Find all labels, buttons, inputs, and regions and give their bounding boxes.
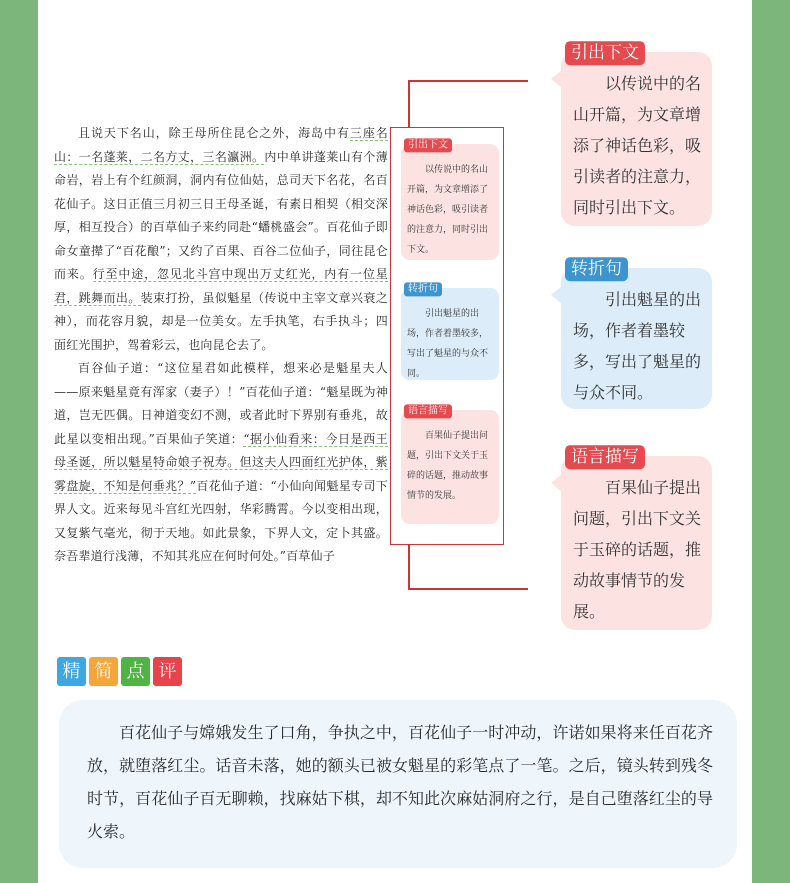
passage-text: 百谷仙子道：“这位星君如此模样，想来必是魁星夫人——原来魁星竟有浑家（妻子）！”百花仙子道：“魁星既为神道，岂无匹偶。日神道变幻不测，或者此时下界别有垂兆，故此星以变相出现。”百果仙子笑道：	[54, 361, 388, 446]
callout-tag: 语言描写	[565, 445, 645, 469]
mini-annotation-1	[401, 139, 499, 260]
mini-annotation-tag: 语言描写	[404, 404, 452, 418]
mini-annotation-3	[401, 405, 499, 524]
title-char: 精	[57, 657, 86, 686]
passage-paragraph-1	[54, 122, 388, 357]
underlined-sentence: 行至中途，忽见北斗宫中现出万丈红光，内有一位星君，跳舞而出。	[54, 267, 388, 305]
title-char: 简	[89, 657, 118, 686]
connector-line	[408, 80, 410, 128]
mini-annotation-text: 以传说中的名山开篇，为文章增添了神话色彩，吸引读者的注意力，同时引出下文。	[407, 165, 489, 255]
underlined-sentence: 三座名山：一名蓬莱，二名方丈，三名瀛洲。	[54, 126, 389, 164]
callout-pointer	[551, 70, 562, 88]
callout-tag: 转折句	[565, 257, 628, 281]
passage-text: 百花仙子道：“小仙向闻魁星专司下界人文。近来每见斗宫红光四射，华彩腾霄。今以变相出现，又复紫气毫光，彻于天地。如此景象，下界人文，定卜其盛。奈吾辈道行浅薄，不知其兆应在何时何处。”百草仙子	[54, 478, 388, 563]
callout-2	[561, 259, 712, 409]
mini-annotation-tag: 转折句	[404, 282, 442, 296]
underlined-sentence: “据小仙看来：今日是西王母圣诞，所以魁星特命娘子祝寿。但这夫人四面红光护体，紫雾盘旋，不知是何垂兆？”	[54, 431, 388, 493]
callout-pointer	[551, 474, 562, 492]
mini-annotation-tag: 引出下文	[404, 138, 452, 152]
title-char: 点	[121, 657, 150, 686]
passage-text: 内中单讲蓬莱山有个薄命岩，岩上有个红颜洞，洞内有位仙姑，总司天下名花，名百花仙子。这日正值三月初三日王母圣诞，有素日相契（相交深厚，相互投合）的百草仙子来约同赴“蟠桃盛会”。百花仙子即命女童撵了“百花酿”；又约了百果、百谷二位仙子，同往昆仑而来。	[54, 149, 388, 281]
callout-pointer	[551, 286, 562, 304]
comment-text: 百花仙子与嫦娥发生了口角，争执之中，百花仙子一时冲动，许诺如果将来任百花齐放，就堕落红尘。话音未落，她的额头已被女魁星的彩笔点了一笔。之后，镜头转到残冬时节，百花仙子百无聊赖，找麻姑下棋，却不知此次麻姑洞府之行，是自己堕落红尘的导火索。	[87, 723, 713, 841]
section-title	[57, 657, 182, 686]
mini-annotation-text: 百果仙子提出问题，引出下文关于玉碎的话题，推动故事情节的发展。	[407, 431, 489, 501]
comment-box	[59, 700, 737, 868]
passage-text: 且说天下名山，除王母所住昆仑之外，海岛中有	[78, 126, 350, 140]
main-passage	[54, 122, 388, 569]
callout-tag: 引出下文	[565, 41, 645, 65]
mini-annotation-text: 引出魁星的出场，作者着墨较多，写出了魁星的与众不同。	[407, 309, 489, 379]
callout-1	[561, 43, 712, 226]
callout-3	[561, 447, 712, 630]
title-char: 评	[153, 657, 182, 686]
callout-text: 以传说中的名山开篇，为文章增添了神话色彩，吸引读者的注意力，同时引出下文。	[573, 74, 702, 217]
mini-annotation-2	[401, 283, 499, 380]
passage-text: 装束打扮，虽似魁星（传说中主宰文章兴衰之神），而花容月貌，却是一位美女。左手执笔，右手执斗；四面红光围护，驾着彩云，也向昆仑去了。	[54, 290, 388, 352]
callout-text: 百果仙子提出问题，引出下文关于玉碎的话题，推动故事情节的发展。	[573, 478, 702, 621]
callout-text: 引出魁星的出场，作者着墨较多，写出了魁星的与众不同。	[573, 290, 702, 402]
connector-line	[408, 545, 410, 589]
passage-paragraph-2	[54, 357, 388, 569]
connector-line	[408, 588, 528, 590]
connector-line	[408, 80, 528, 82]
